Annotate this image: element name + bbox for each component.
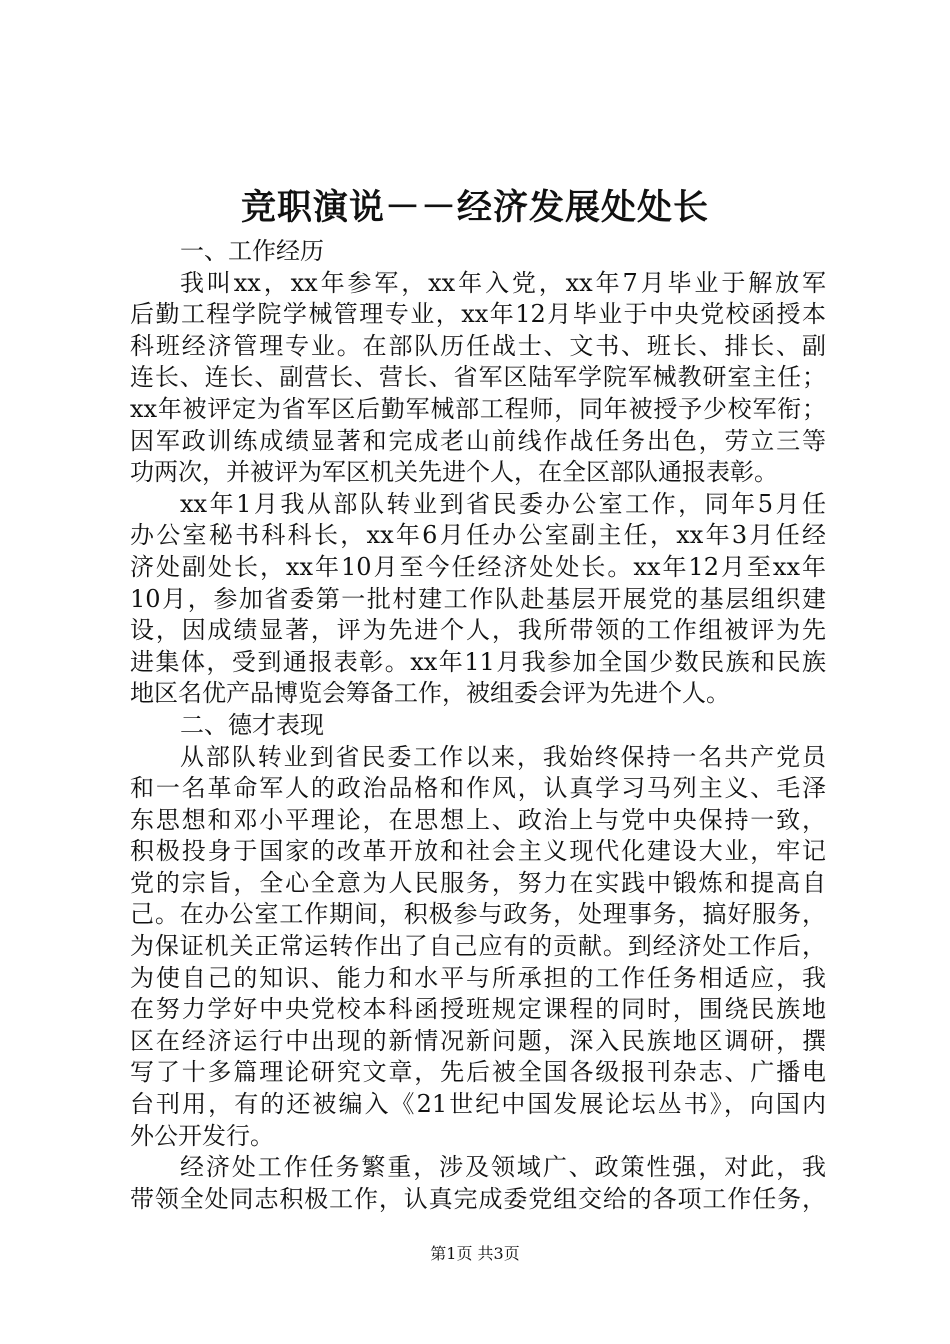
- document-body: [130, 236, 826, 1215]
- text-line: 为保证机关正常运转作出了自己应有的贡献。到经济处工作后，: [130, 932, 826, 961]
- text-line: 我叫xx，xx年参军，xx年入党，xx年7月毕业于解放军: [180, 268, 826, 297]
- text-line: xx年被评定为省军区后勤军械部工程师，同年被授予少校军衔；: [130, 394, 826, 423]
- text-line: 科班经济管理专业。在部队历任战士、文书、班长、排长、副: [130, 331, 826, 360]
- text-line: 台刊用，有的还被编入《21世纪中国发展论坛丛书》，向国内: [130, 1090, 826, 1119]
- text-line: 在努力学好中央党校本科函授班规定课程的同时，围绕民族地: [130, 995, 826, 1024]
- text-line: 写了十多篇理论研究文章，先后被全国各级报刊杂志、广播电: [130, 1058, 826, 1087]
- text-line: 带领全处同志积极工作，认真完成委党组交给的各项工作任务，: [130, 1184, 826, 1213]
- document-title: 竞职演说－－经济发展处处长: [240, 187, 709, 228]
- text-line: 从部队转业到省民委工作以来，我始终保持一名共产党员: [180, 742, 826, 771]
- text-line: 地区名优产品博览会筹备工作，被组委会评为先进个人。: [130, 679, 730, 708]
- section-heading: 一、工作经历: [180, 237, 324, 265]
- text-line: 后勤工程学院学械管理专业，xx年12月毕业于中央党校函授本: [130, 300, 826, 329]
- section-heading: 二、德才表现: [180, 710, 324, 739]
- text-line: 设，因成绩显著，评为先进个人，我所带领的工作组被评为先: [130, 616, 826, 645]
- text-line: 和一名革命军人的政治品格和作风，认真学习马列主义、毛泽: [130, 774, 826, 803]
- text-line: 东思想和邓小平理论，在思想上、政治上与党中央保持一致，: [130, 805, 826, 834]
- text-line: 党的宗旨，全心全意为人民服务，努力在实践中锻炼和提高自: [130, 868, 826, 897]
- text-line: 区在经济运行中出现的新情况新问题，深入民族地区调研，撰: [130, 1026, 826, 1055]
- text-line: 办公室秘书科科长，xx年6月任办公室副主任，xx年3月任经: [130, 521, 826, 550]
- text-line: 连长、连长、副营长、营长、省军区陆军学院军械教研室主任；: [130, 363, 826, 392]
- text-line: 经济处工作任务繁重，涉及领域广、政策性强，对此，我: [180, 1153, 826, 1182]
- text-line: xx年1月我从部队转业到省民委办公室工作，同年5月任: [180, 489, 826, 518]
- text-line: 因军政训练成绩显著和完成老山前线作战任务出色，劳立三等: [130, 426, 826, 455]
- text-line: 进集体，受到通报表彰。xx年11月我参加全国少数民族和民族: [130, 647, 826, 676]
- text-line: 功两次，并被评为军区机关先进个人，在全区部队通报表彰。: [130, 458, 778, 487]
- text-line: 己。在办公室工作期间，积极参与政务，处理事务，搞好服务，: [130, 900, 826, 929]
- text-line: 为使自己的知识、能力和水平与所承担的工作任务相适应，我: [130, 963, 826, 992]
- text-line: 10月，参加省委第一批村建工作队赴基层开展党的基层组织建: [130, 584, 826, 613]
- text-line: 积极投身于国家的改革开放和社会主义现代化建设大业，牢记: [130, 837, 826, 866]
- text-line: 外公开发行。: [130, 1121, 274, 1150]
- page-footer: 第1页 共3页: [430, 1244, 520, 1263]
- text-line: 济处副处长，xx年10月至今任经济处处长。xx年12月至xx年: [130, 552, 826, 581]
